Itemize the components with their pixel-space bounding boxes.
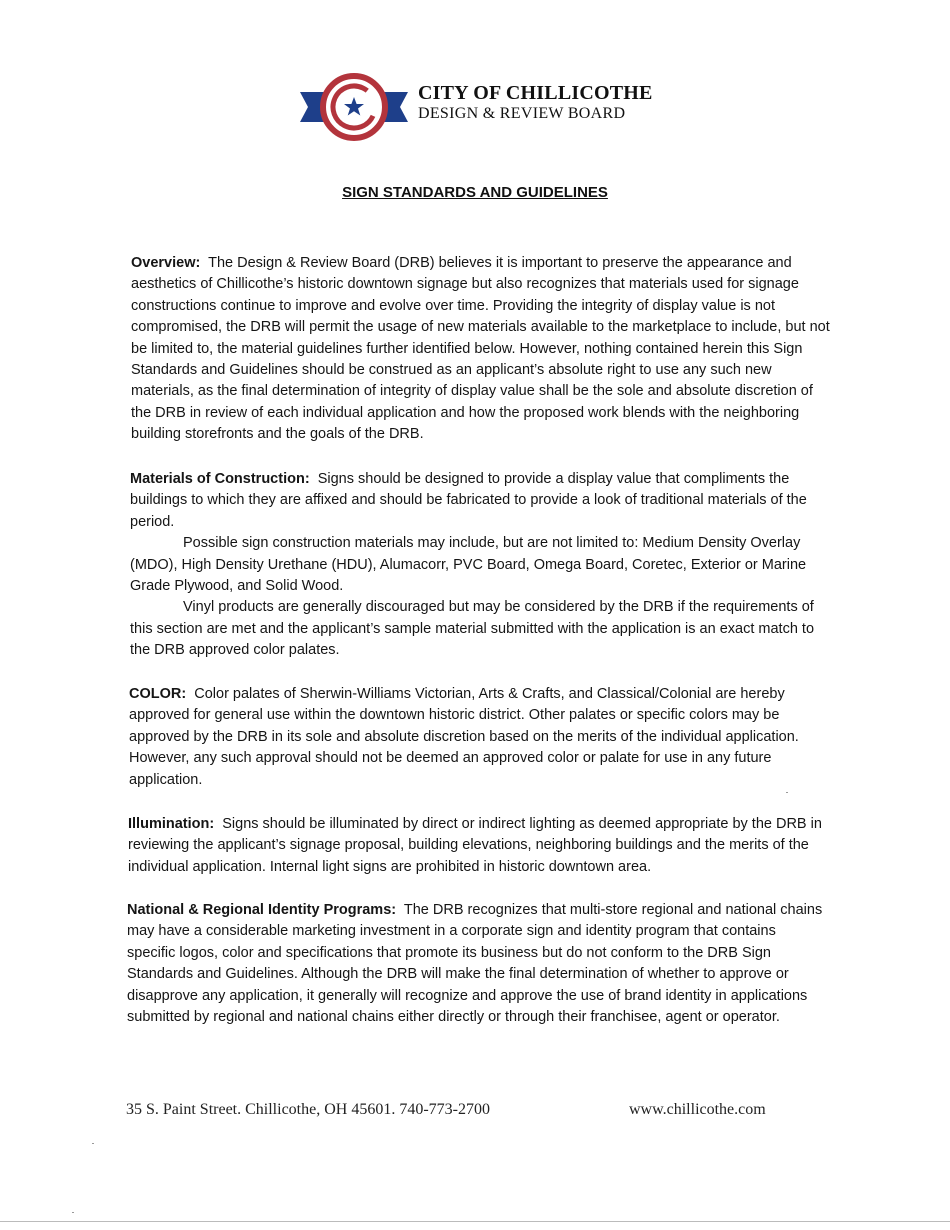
- footer-website: www.chillicothe.com: [629, 1101, 766, 1118]
- scan-edge-line: [0, 1221, 950, 1222]
- materials-heading: Materials of Construction:: [130, 471, 310, 487]
- scan-speck: [72, 1212, 74, 1213]
- materials-list-paragraph: Possible sign construction materials may include, but are not limited to: Medium Density Overlay (MDO), High Density Urethane (HDU), Alumacorr, PVC Board, Omega Board, Coretec, Exterior or Marine Grade Plywood, and Solid Wood.: [130, 535, 807, 595]
- illumination-heading: Illumination:: [128, 816, 215, 832]
- national-regional-section: [127, 900, 827, 1028]
- vinyl-paragraph: Vinyl products are generally discouraged but may be considered by the DRB if the requirements of this section are met and the applicant’s sample material submitted with the application is an exact match to the DRB approved color palates.: [130, 599, 815, 659]
- footer-address: 35 S. Paint Street. Chillicothe, OH 45601. 740-773-2700: [126, 1101, 490, 1118]
- scan-speck: [92, 1143, 94, 1144]
- overview-heading: Overview:: [131, 255, 201, 271]
- organization-subtitle: DESIGN & REVIEW BOARD: [418, 105, 626, 122]
- national-text: The DRB recognizes that multi-store regional and national chains may have a considerable marketing investment in a corporate sign and identity program that contains specific logos, color and specifications that promote its business but do not conform to the DRB Sign Standards and Guidelines. Although the DRB will make the final determination of whether to approve or disapprove any application, it generally will recognize and approve the use of brand identity in applications submitted by regional and national chains either directly or through their franchisee, agent or operator.: [127, 902, 823, 1026]
- illumination-section: [128, 814, 828, 878]
- document-title: SIGN STANDARDS AND GUIDELINES: [342, 184, 608, 201]
- overview-text: The Design & Review Board (DRB) believes it is important to preserve the appearance and aesthetics of Chillicothe’s historic downtown signage but also recognizes that materials used for signage constructions continue to improve and evolve over time. Providing the integrity of display value is not compromised, the DRB will permit the usage of new materials available to the marketplace to include, but not be limited to, the material guidelines further identified below. However, nothing contained herein this Sign Standards and Guidelines should be construed as an applicant’s absolute right to use any such new materials, as the final determination of integrity of display value shall be the sole and absolute discretion of the DRB in review of each individual application and how the proposed work blends with the neighboring building storefronts and the goals of the DRB.: [131, 255, 830, 443]
- national-heading: National & Regional Identity Programs:: [127, 902, 397, 918]
- scan-speck: [786, 792, 788, 793]
- organization-header: [418, 82, 653, 124]
- color-heading: COLOR:: [129, 686, 187, 702]
- materials-section: [130, 469, 830, 662]
- organization-name: CITY OF CHILLICOTHE: [418, 82, 653, 104]
- materials-text: Signs should be designed to provide a display value that compliments the buildings to which they are affixed and should be fabricated to provide a look of traditional materials of the period.: [130, 471, 807, 530]
- overview-section: [131, 253, 831, 446]
- illumination-text: Signs should be illuminated by direct or indirect lighting as deemed appropriate by the DRB in reviewing the applicant’s signage proposal, building elevations, neighboring buildings and the merits of the individual application. Internal light signs are prohibited in historic downtown area.: [128, 816, 822, 875]
- city-seal-logo-icon: [300, 72, 408, 142]
- color-section: [129, 684, 829, 791]
- color-text: Color palates of Sherwin-Williams Victorian, Arts & Crafts, and Classical/Colonial are hereby approved for general use within the downtown historic district. Other palates or specific colors may be approved by the DRB in its sole and absolute discretion based on the merits of the individual application. However, any such approval should not be deemed an approved color or palate for use in any future application.: [129, 686, 799, 788]
